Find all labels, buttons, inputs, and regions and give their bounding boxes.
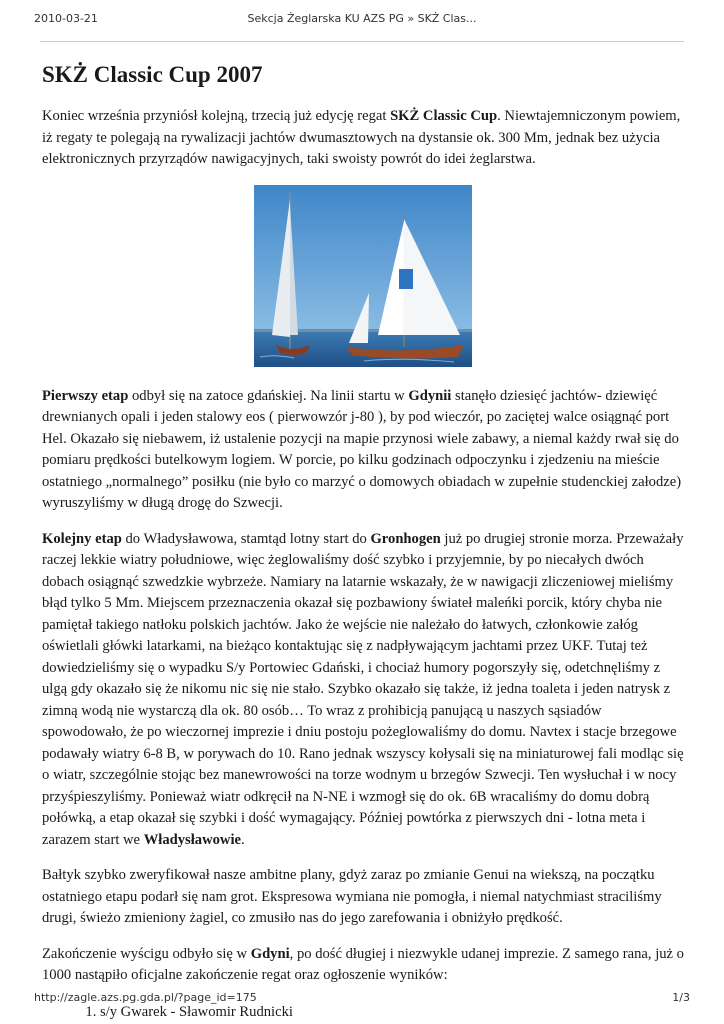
intro-paragraph [42, 106, 687, 171]
print-page-title: Sekcja Żeglarska KU AZS PG » SKŻ Clas... [247, 12, 477, 25]
page-url: http://zagle.azs.pg.gda.pl/?page_id=175 [34, 991, 257, 1004]
page-number: 1/3 [672, 991, 690, 1004]
second-stage-label: Kolejny etap [42, 530, 122, 547]
intro-text-2: . Niewtajemniczonym powiem, iż regaty te polegają na rywalizacji jachtów dwumasztowych na dystansie ok. 300 Mm, jednak bez użycia elektronicznych przyrządów nawigacyjnych, taki swoisty powrót do idei żeglarstwa. [42, 108, 681, 167]
finish-place: Gdyni [250, 945, 290, 962]
first-stage-place: Gdynii [408, 387, 452, 404]
second-stage-paragraph [42, 529, 687, 852]
second-stage-text-1: do Władysławowa, stamtąd lotny start do [121, 530, 371, 547]
sailing-yachts-photo [254, 185, 472, 367]
first-stage-paragraph [42, 386, 687, 515]
baltic-paragraph: Bałtyk szybko zweryfikował nasze ambitne plany, gdyż zaraz po zmianie Genui na wiekszą, na początku ostatniego etapu podarł się nam grot. Ekspresowa wymiana nie pomogła, i niemal natychmiast straciliśmy drugi, świeżo zmieniony żagiel, co zmusiło nas do jego zarefowania i obniżyło prędkość. [42, 867, 662, 926]
article [42, 60, 687, 1023]
print-header [34, 12, 690, 32]
finish-paragraph [42, 944, 687, 987]
first-stage-label: Pierwszy etap [42, 387, 129, 404]
first-stage-text-1: odbył się na zatoce gdańskiej. Na linii startu w [128, 387, 409, 404]
print-date: 2010-03-21 [34, 12, 98, 25]
second-stage-text-3: . [240, 831, 245, 848]
list-item: 1. s/y Gwarek - Sławomir Rudnicki [100, 1001, 687, 1023]
finish-text-1: Zakończenie wyścigu odbyło się w [42, 945, 251, 962]
second-stage-place-2: Władysławowie [143, 831, 241, 848]
header-divider [40, 41, 684, 42]
intro-text-1: Koniec września przyniósł kolejną, trzecią już edycję regat [42, 108, 391, 124]
finish-text-2: , po dość długiej i niezwykle udanej imprezie. Z samego rana, już o 1000 nastąpiło oficjalne zakończenie regat oraz ogłoszenie wyników: [42, 945, 684, 983]
first-stage-text-2: stanęło dziesięć jachtów- dziewięć drewnianych opali i jeden stalowy eos ( pierwowzór j-80 ), by pod wieczór, po zaciętej walce osiągnąć port Hel. Okazało się niebawem, iż ustalenie pozycji na mapie przynosi wiele zabawy, a niemal każdy rwał się do pomiaru prędkości butelkowym logiem. W porcie, po kilku godzinach odpoczynku i zjedzeniu na mieście ostatniego „normalnego” posiłku (nie było co marzyć o domowych obiadach w zupełnie studenckiej załodze) wyruszyliśmy w długą drogę do Szwecji. [42, 387, 682, 511]
second-stage-text-2: już po drugiej stronie morza. Przeważały raczej lekkie wiatry południowe, więc żeglowaliśmy dość szybko i przyjemnie, by po niecałych dwóch dobach osiągnąć szwedzkie wybrzeże. Namiary na latarnie wskazały, że w nawigacji zliczeniowej mieliśmy błąd tylko 5 Mm. Miejscem przeznaczenia okazał się pozbawiony świateł maleńki porcik, który chyba nie pamiętał takiego natłoku polskich jachtów. Jako że wejście nie należało do łatwych, członkowie załóg oświetlali główki latarkami, na bieżąco kontaktując się z nadpływającym jachtami przez UKF. Tutaj też dowiedzieliśmy się o wypadku S/y Portowiec Gdański, i chociaż humory pogorszyły się, odetchnęliśmy z ulgą gdy okazało się że nikomu nic się nie stało. Szybko okazało się także, iż jedna toaleta i jeden natrysk z zimną wodą nie wystarczą dla ok. 80 osób… To wraz z prohibicją panującą u naszych sąsiadów spowodowało, że po wieczornej imprezie i dniu postoju pożeglowaliśmy do domu. Navtex i stacje brzegowe podawały wiatry 6-8 B, w porywach do 10. Rano jednak wszyscy kołysali się na miniaturowej fali modląc się o wiatr, szczególnie stojąc bez manewrowości na torze wodnym u brzegów Szwecji. Ten wysłuchał i w nocy przyśpieszyliśmy. Ponieważ wiatr odkręcił na N-NE i wzmogł się do ok. 6B wracaliśmy do domu dobrą połówką, a etap okazał się szybki i dość wymagający. Później powtórka z pierwszych dni - lotna meta i zarazem start we [42, 530, 684, 848]
article-title: SKŻ Classic Cup 2007 [42, 62, 263, 87]
print-footer [34, 991, 690, 1007]
intro-bold-regatta: SKŻ Classic Cup [390, 108, 498, 124]
second-stage-place: Gronhogen [370, 530, 441, 547]
